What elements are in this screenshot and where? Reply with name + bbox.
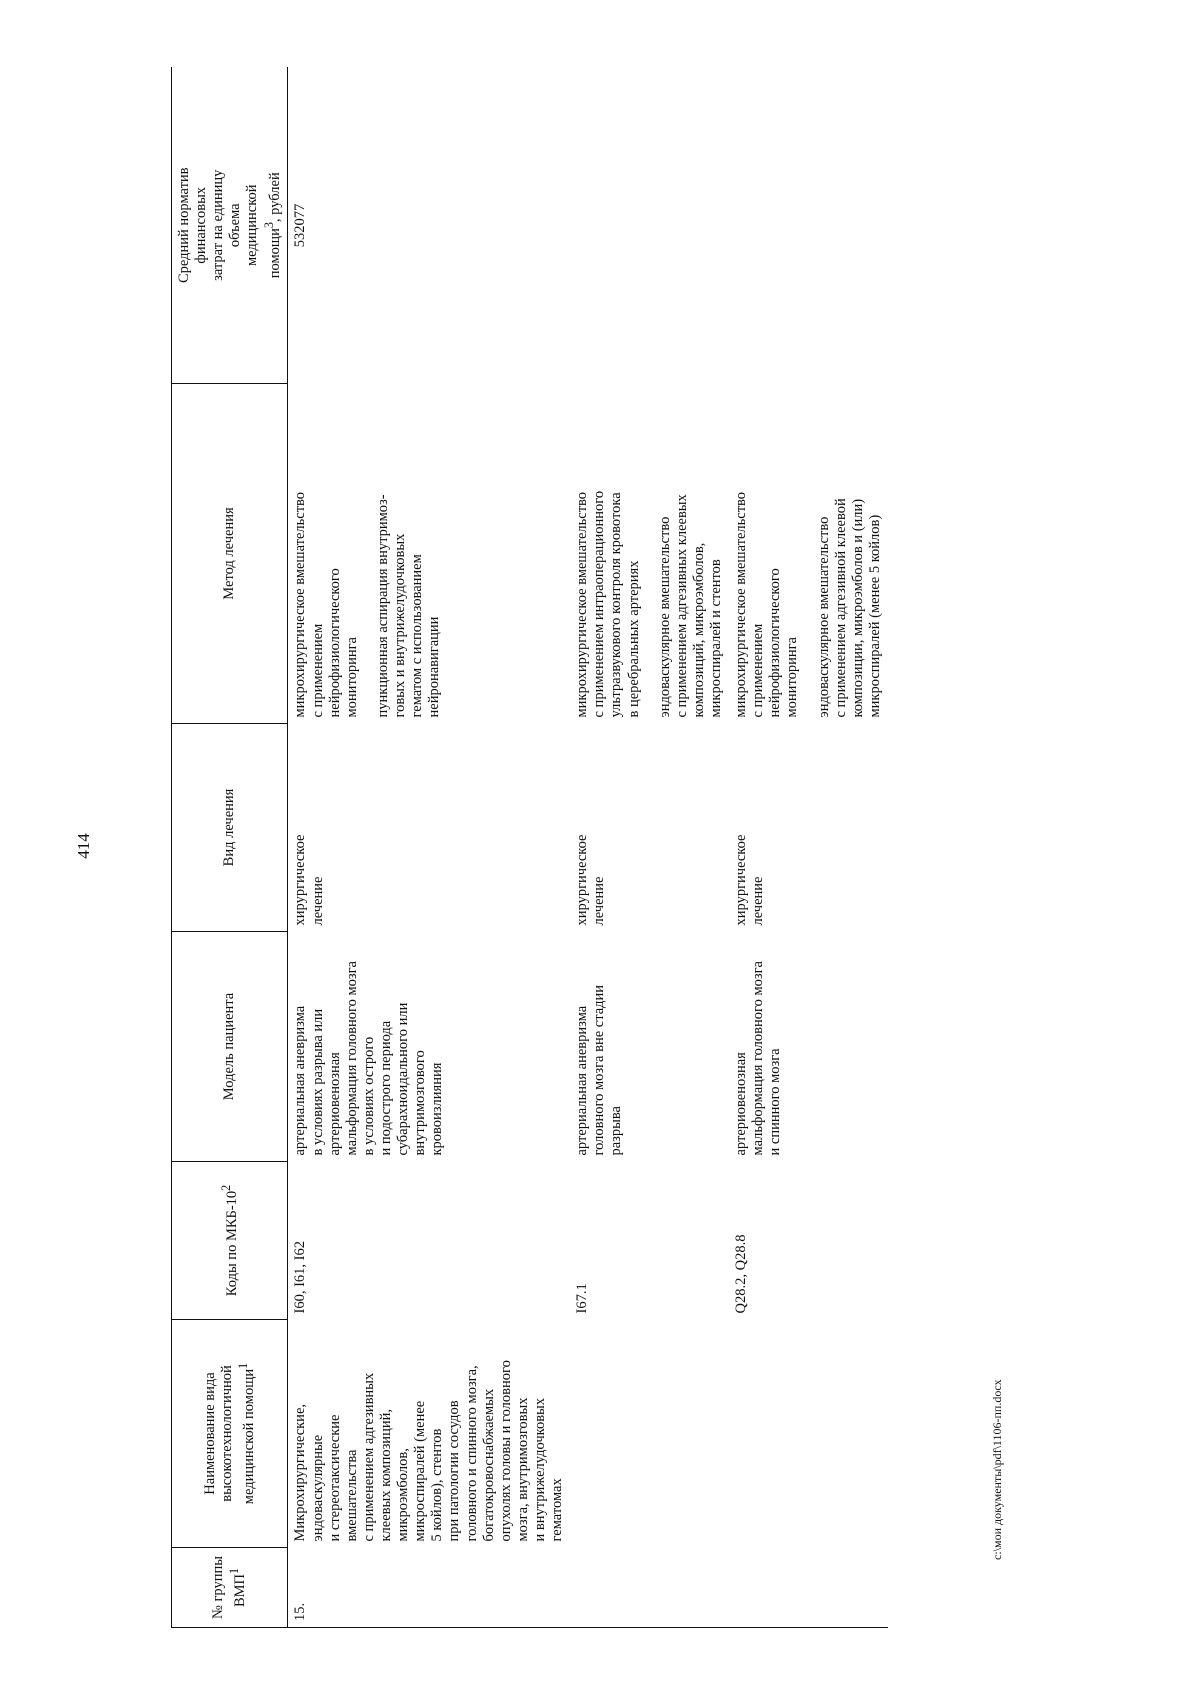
cell-cost [570, 68, 729, 384]
cell-name [729, 1320, 888, 1548]
method-item: микрохирургическое вмешательство с применением интраоперационного ультразвукового контроля кровотока в церебральных артериях [574, 490, 642, 718]
method-item: микрохирургическое вмешательство с применением нейрофизиологического мониторинга [733, 491, 801, 718]
cell-model: артериальная аневризма головного мозга вне стадии разрыва [574, 984, 625, 1156]
vmp-table [171, 68, 888, 1629]
cell-group-no [729, 1548, 888, 1628]
cell-type: хирургическое лечение [733, 834, 767, 926]
header-model: Модель пациента [172, 932, 288, 1162]
method-item: эндоваскулярное вмешательство с применением адгезивной клеевой композиции, микроэмболов и (или) микроспиралей (менее 5 койлов) [815, 498, 883, 718]
cell-model: артериальная аневризма в условиях разрыва или артериовенозная мальформация головного мозга в условиях острого и подострого периода субарахноидального или внутримозгового кровоизлияния [292, 961, 446, 1156]
method-item: пункционная аспирация внутримоз- говых и внутрижелудочковых гематом с использованием нейронавигации [374, 494, 443, 718]
cell-method [570, 384, 729, 724]
cell-group-no [570, 1548, 729, 1628]
cell-type: хирургическое лечение [574, 834, 608, 926]
header-codes: Коды по МКБ-$10^2$ [172, 1162, 288, 1320]
cell-codes: I60, I61, I62 [292, 1241, 309, 1314]
method-item: эндоваскулярное вмешательство с применением адгезивных клеевых композиций, микроэмболов, микроспиралей и стентов [656, 494, 724, 718]
cell-method [729, 384, 888, 724]
header-group-no: № группы ВМП$^1$ [172, 1548, 288, 1628]
cell-method [288, 384, 570, 724]
cell-cost: 532077 [292, 203, 309, 248]
table-row [729, 68, 888, 1628]
header-method: Метод лечения [172, 384, 288, 724]
table-row [570, 68, 729, 1628]
header-name: Наименование вида высокотехнологичной медицинской помощи$^1$ [172, 1320, 288, 1548]
page-number: 414 [74, 833, 93, 859]
cell-group-no: 15. [288, 1548, 570, 1628]
header-type: Вид лечения [172, 724, 288, 932]
cell-codes: I67.1 [574, 1283, 591, 1314]
table-header-row [172, 68, 288, 1628]
cell-model: артериовенозная мальформация головного мозга и спинного мозга [733, 961, 784, 1156]
cell-cost [729, 68, 888, 384]
table-row [288, 68, 570, 1628]
footer-file-path: c:\мои документы\pdf\1106-пп.docx [990, 1379, 1004, 1560]
cell-type: хирургическое лечение [292, 834, 326, 926]
cell-name: Микрохирургические, эндоваскулярные и стереотаксические вмешательства с применением адгезивных клеевых композиций, микроэмболов, микроспиралей (менее 5 койлов), стентов при патологии сосудов головного и спинного мозга, богатокровоснабжаемых опухолях головы и головного мозга, внутримозговых и внутрижелудочковых гематомах [292, 1360, 566, 1542]
cell-name [570, 1320, 729, 1548]
cell-codes: Q28.2, Q28.8 [733, 1234, 750, 1314]
method-item: микрохирургическое вмешательство с применением нейрофизиологического мониторинга [292, 491, 360, 718]
header-cost: Средний норматив финансовых затрат на единицу объема медицинской помощи$^3$, рублей [172, 68, 288, 384]
